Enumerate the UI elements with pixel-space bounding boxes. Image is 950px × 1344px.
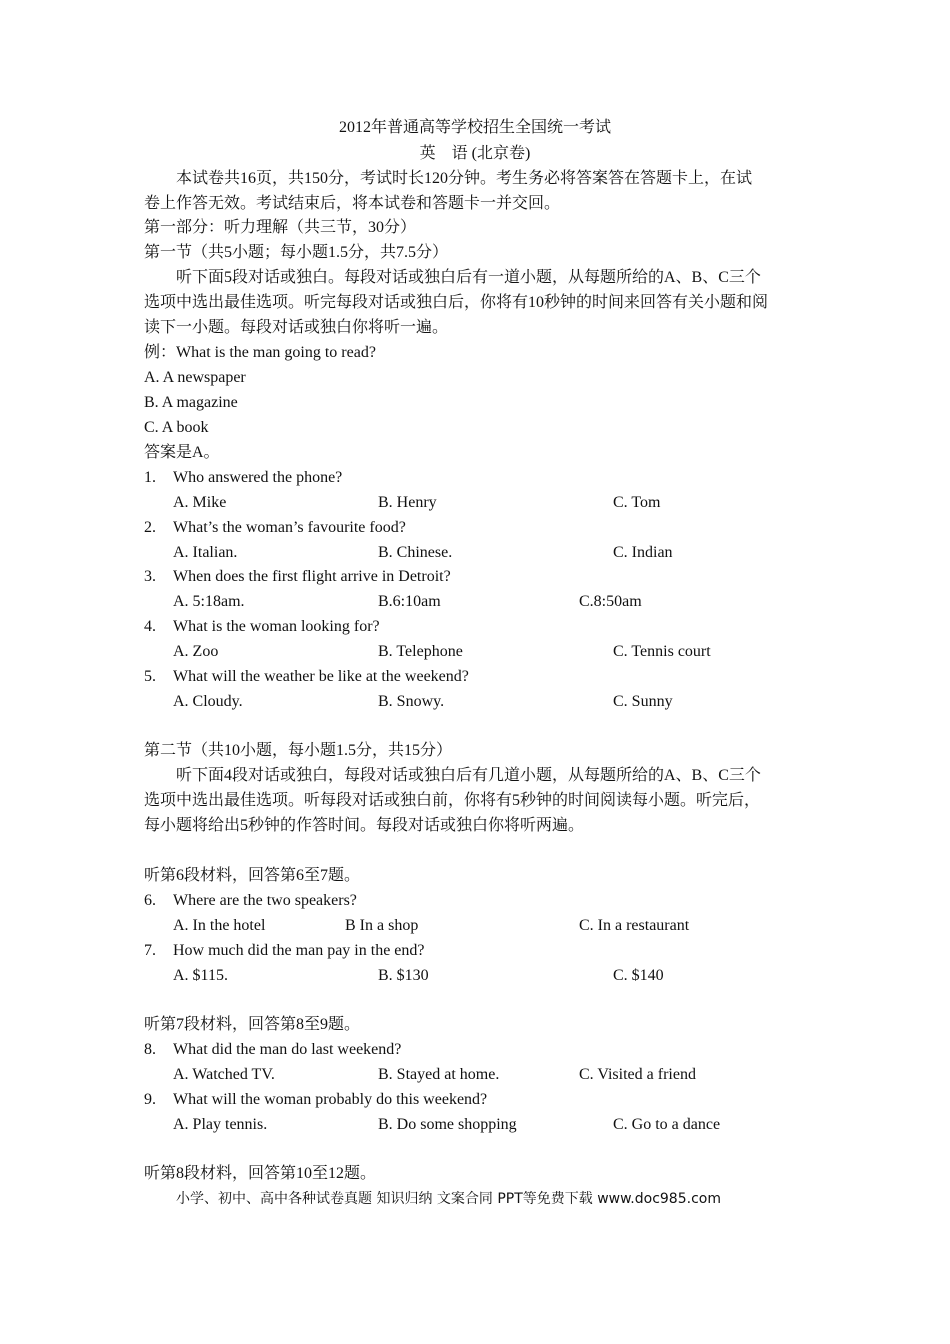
question-1 (144, 468, 342, 488)
q9-option-a: A. Play tennis. (173, 1116, 268, 1133)
q9-option-c: C. Go to a dance (613, 1116, 721, 1133)
material-8-heading: 听第8段材料，回答第10至12题。 (144, 1165, 377, 1182)
question-text: What is the woman looking for? (173, 618, 380, 635)
q7-option-a: A. $115. (173, 967, 228, 984)
question-text: What will the woman probably do this weekend? (173, 1091, 488, 1108)
exam-subject (0, 144, 950, 164)
q8-option-b: B. Stayed at home. (378, 1066, 500, 1083)
question-text: How much did the man pay in the end? (173, 942, 425, 959)
question-text: What did the man do last weekend? (173, 1041, 402, 1058)
q9-option-b: B. Do some shopping (378, 1116, 517, 1133)
question-7 (144, 941, 425, 961)
example-option-c: C. A book (144, 419, 209, 436)
question-9 (144, 1090, 487, 1110)
section2-instruction-2: 选项中选出最佳选项。听每段对话或独白前，你将有5秒钟的时间阅读每小题。听完后， (144, 792, 761, 809)
material-6-heading: 听第6段材料，回答第6至7题。 (144, 867, 361, 884)
question-8 (144, 1040, 401, 1060)
question-4 (144, 617, 380, 637)
question-text: What’s the woman’s favourite food? (173, 519, 406, 536)
q8-option-c: C. Visited a friend (579, 1066, 696, 1083)
question-text: Who answered the phone? (173, 469, 343, 486)
question-text: Where are the two speakers? (173, 892, 357, 909)
intro-line-2: 卷上作答无效。考试结束后，将本试卷和答题卡一并交回。 (144, 195, 561, 212)
q4-option-a: A. Zoo (173, 643, 219, 660)
section1-instruction-1: 听下面5段对话或独白。每段对话或独白后有一道小题，从每题所给的A、B、C三个 (176, 269, 761, 286)
example-option-a: A. A newspaper (144, 369, 246, 386)
footer-download-note: 小学、初中、高中各种试卷真题 知识归纳 文案合同 PPT等免费下载 www.doc985.com (176, 1191, 721, 1207)
section1-instruction-2: 选项中选出最佳选项。听完每段对话或独白后，你将有10秒钟的时间来回答有关小题和阅 (144, 294, 769, 311)
q7-option-b: B. $130 (378, 967, 429, 984)
question-number: 6. (144, 892, 156, 909)
q6-option-b: B In a shop (345, 917, 419, 934)
subject-name: 英 语 (419, 145, 468, 162)
q5-option-c: C. Sunny (613, 693, 673, 710)
q2-option-c: C. Indian (613, 544, 673, 561)
material-7-heading: 听第7段材料，回答第8至9题。 (144, 1016, 361, 1033)
question-2 (144, 518, 406, 538)
q4-option-c: C. Tennis court (613, 643, 711, 660)
example-option-b: B. A magazine (144, 394, 238, 411)
q6-option-a: A. In the hotel (173, 917, 266, 934)
question-text: When does the first flight arrive in Detroit? (173, 568, 451, 585)
question-3 (144, 567, 451, 587)
section1-instruction-3: 读下一小题。每段对话或独白你将听一遍。 (144, 319, 449, 336)
q5-option-b: B. Snowy. (378, 693, 445, 710)
question-number: 8. (144, 1041, 156, 1058)
part1-title: 第一部分：听力理解（共三节，30分） (144, 219, 417, 236)
q1-option-c: C. Tom (613, 494, 661, 511)
example-answer: 答案是A。 (144, 444, 220, 461)
question-6 (144, 891, 357, 911)
question-number: 1. (144, 469, 156, 486)
q7-option-c: C. $140 (613, 967, 664, 984)
q3-option-c: C.8:50am (579, 593, 642, 610)
q2-option-b: B. Chinese. (378, 544, 453, 561)
intro-line-1: 本试卷共16页，共150分，考试时长120分钟。考生务必将答案答在答题卡上，在试 (176, 170, 753, 187)
q5-option-a: A. Cloudy. (173, 693, 243, 710)
q8-option-a: A. Watched TV. (173, 1066, 275, 1083)
exam-title: 2012年普通高等学校招生全国统一考试 (338, 119, 611, 136)
section1-title: 第一节（共5小题；每小题1.5分，共7.5分） (144, 244, 449, 261)
q3-option-b: B.6:10am (378, 593, 441, 610)
q3-option-a: A. 5:18am. (173, 593, 245, 610)
section2-instruction-1: 听下面4段对话或独白，每段对话或独白后有几道小题，从每题所给的A、B、C三个 (176, 767, 761, 784)
question-number: 7. (144, 942, 156, 959)
section2-instruction-3: 每小题将给出5秒钟的作答时间。每段对话或独白你将听两遍。 (144, 817, 585, 834)
question-number: 2. (144, 519, 156, 536)
q4-option-b: B. Telephone (378, 643, 463, 660)
question-5 (144, 667, 469, 687)
example-question: 例：What is the man going to read? (144, 344, 376, 361)
q6-option-c: C. In a restaurant (579, 917, 690, 934)
q1-option-a: A. Mike (173, 494, 227, 511)
question-number: 5. (144, 668, 156, 685)
question-number: 3. (144, 568, 156, 585)
question-text: What will the weather be like at the weekend? (173, 668, 469, 685)
question-number: 4. (144, 618, 156, 635)
question-number: 9. (144, 1091, 156, 1108)
q1-option-b: B. Henry (378, 494, 437, 511)
q2-option-a: A. Italian. (173, 544, 238, 561)
section2-title: 第二节（共10小题，每小题1.5分，共15分） (144, 742, 453, 759)
edition-label: (北京卷) (471, 145, 531, 162)
